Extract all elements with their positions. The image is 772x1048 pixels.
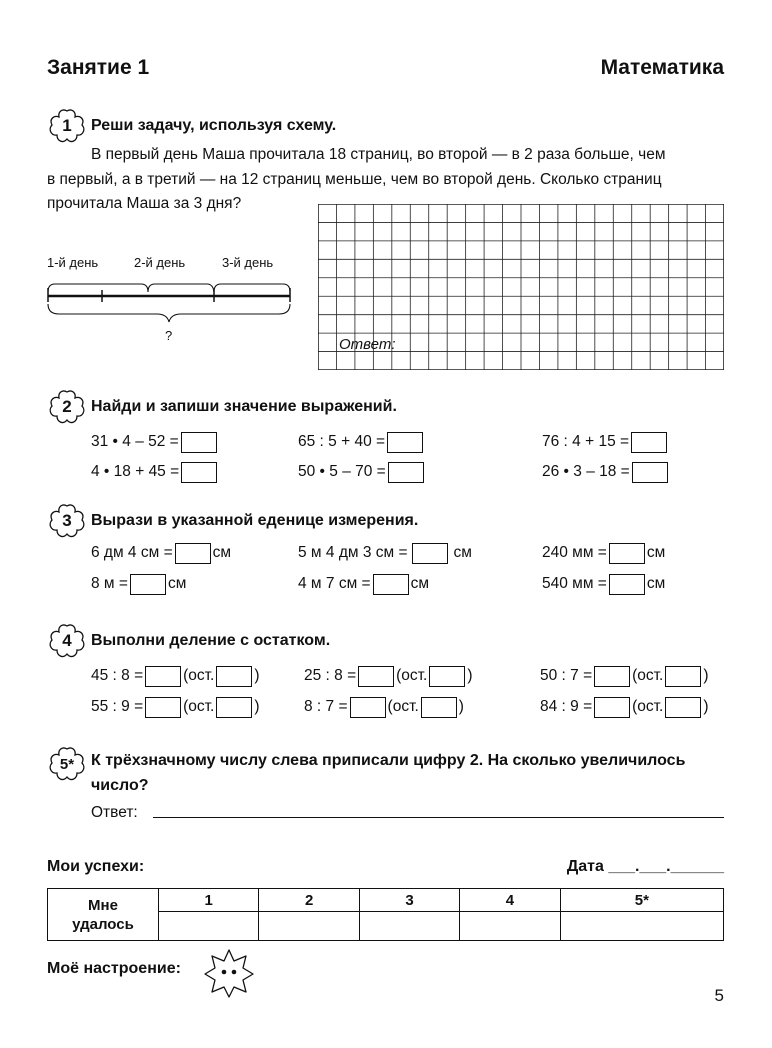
division-item xyxy=(304,663,473,689)
remainder-box[interactable] xyxy=(216,666,252,687)
answer-label: Ответ: xyxy=(339,336,396,353)
division-text: 8 : 7 = xyxy=(304,698,348,715)
answer-box[interactable] xyxy=(632,462,668,483)
remainder-close: ) xyxy=(467,667,473,684)
conversion-item xyxy=(542,571,665,597)
conversion-item xyxy=(91,571,186,597)
answer-box[interactable] xyxy=(130,574,166,595)
quotient-box[interactable] xyxy=(350,697,386,718)
success-cell[interactable] xyxy=(259,912,359,941)
remainder-box[interactable] xyxy=(665,666,701,687)
task-number: 1 xyxy=(62,116,72,135)
conversion-text: 6 дм 4 см = xyxy=(91,544,173,561)
conversion-item xyxy=(298,571,429,597)
task-column-header: 4 xyxy=(460,889,560,912)
answer-box[interactable] xyxy=(609,543,645,564)
success-cell[interactable] xyxy=(560,912,723,941)
answer-box[interactable] xyxy=(373,574,409,595)
quotient-box[interactable] xyxy=(594,666,630,687)
answer-box[interactable] xyxy=(181,432,217,453)
task-number: 3 xyxy=(62,511,72,530)
remainder-box[interactable] xyxy=(421,697,457,718)
answer-label: Ответ: xyxy=(91,804,138,821)
remainder-label: (ост. xyxy=(387,698,419,715)
expression-text: 65 : 5 + 40 = xyxy=(298,433,386,450)
unit-label: см xyxy=(646,544,666,561)
remainder-label: (ост. xyxy=(632,667,664,684)
page-number: 5 xyxy=(714,986,724,1005)
remainder-close: ) xyxy=(254,667,260,684)
expression-item xyxy=(91,429,219,455)
task-title: Вырази в указанной еденице измерения. xyxy=(91,512,419,529)
row-label-line: удалось xyxy=(72,915,134,933)
row-label-line: Мне xyxy=(88,896,118,914)
unit-label: см xyxy=(167,575,187,592)
expression-item xyxy=(542,429,669,455)
task-text-line: в первый, а в третий — на 12 страниц меньше, чем во второй день. Сколько страниц xyxy=(47,171,662,188)
task-column-header: 3 xyxy=(359,889,459,912)
conversion-item xyxy=(542,540,665,566)
quotient-box[interactable] xyxy=(594,697,630,718)
division-item xyxy=(540,663,709,689)
division-text: 55 : 9 = xyxy=(91,698,144,715)
task-text-line: В первый день Маша прочитала 18 страниц, во второй — в 2 раза больше, чем xyxy=(91,146,666,163)
remainder-close: ) xyxy=(703,698,709,715)
division-text: 84 : 9 = xyxy=(540,698,593,715)
unit-label: см xyxy=(453,544,472,561)
expression-text: 4 • 18 + 45 = xyxy=(91,463,180,480)
conversion-item xyxy=(298,540,472,566)
task-number: 4 xyxy=(62,631,72,650)
task-title: число? xyxy=(91,777,149,794)
quotient-box[interactable] xyxy=(145,697,181,718)
division-text: 50 : 7 = xyxy=(540,667,593,684)
expression-text: 26 • 3 – 18 = xyxy=(542,463,630,480)
unit-label: см xyxy=(646,575,666,592)
successes-label: Мои успехи: xyxy=(47,858,145,875)
remainder-close: ) xyxy=(254,698,260,715)
scheme-total-label: ? xyxy=(165,328,173,343)
success-cell[interactable] xyxy=(359,912,459,941)
scheme-diagram xyxy=(45,276,293,326)
division-item xyxy=(91,663,260,689)
division-text: 45 : 8 = xyxy=(91,667,144,684)
remainder-label: (ост. xyxy=(396,667,428,684)
task-number-flower-icon xyxy=(48,746,86,782)
remainder-box[interactable] xyxy=(429,666,465,687)
task-text-line: прочитала Маша за 3 дня? xyxy=(47,195,242,212)
division-item xyxy=(91,694,260,720)
success-row-label xyxy=(48,889,159,941)
task-number-flower-icon xyxy=(48,503,86,539)
answer-line[interactable] xyxy=(153,817,724,818)
subject-title: Математика xyxy=(600,56,724,79)
conversion-text: 4 м 7 см = xyxy=(298,575,371,592)
answer-box[interactable] xyxy=(181,462,217,483)
answer-grid[interactable] xyxy=(318,204,724,370)
task-number-flower-icon xyxy=(48,389,86,425)
division-item xyxy=(304,694,464,720)
remainder-box[interactable] xyxy=(216,697,252,718)
unit-label: см xyxy=(410,575,429,592)
task-title: Реши задачу, используя схему. xyxy=(91,117,337,134)
expression-item xyxy=(91,459,219,485)
expression-item xyxy=(542,459,670,485)
quotient-box[interactable] xyxy=(358,666,394,687)
answer-box[interactable] xyxy=(175,543,211,564)
task-title: Выполни деление с остатком. xyxy=(91,632,331,649)
answer-box[interactable] xyxy=(388,462,424,483)
answer-box[interactable] xyxy=(609,574,645,595)
remainder-label: (ост. xyxy=(183,667,215,684)
scheme-label-day2: 2-й день xyxy=(134,255,186,270)
division-item xyxy=(540,694,709,720)
remainder-box[interactable] xyxy=(665,697,701,718)
remainder-close: ) xyxy=(703,667,709,684)
expression-item xyxy=(298,429,425,455)
remainder-close: ) xyxy=(458,698,464,715)
task-number-flower-icon xyxy=(48,108,86,144)
mood-star-icon[interactable] xyxy=(203,947,255,999)
mood-label: Моё настроение: xyxy=(47,960,181,977)
remainder-label: (ост. xyxy=(632,698,664,715)
success-cell[interactable] xyxy=(460,912,560,941)
success-cell[interactable] xyxy=(159,912,259,941)
task-number-flower-icon xyxy=(48,623,86,659)
task-number: 2 xyxy=(62,397,72,416)
success-table xyxy=(47,888,724,941)
answer-box[interactable] xyxy=(387,432,423,453)
task-number: 5* xyxy=(59,755,75,773)
conversion-text: 240 мм = xyxy=(542,544,607,561)
task-column-header: 2 xyxy=(259,889,359,912)
expression-item xyxy=(298,459,426,485)
expression-text: 76 : 4 + 15 = xyxy=(542,433,630,450)
lesson-title: Занятие 1 xyxy=(47,56,150,79)
conversion-text: 5 м 4 дм 3 см = xyxy=(298,544,408,561)
division-text: 25 : 8 = xyxy=(304,667,357,684)
answer-box[interactable] xyxy=(631,432,667,453)
conversion-text: 540 мм = xyxy=(542,575,607,592)
task-title: Найди и запиши значение выражений. xyxy=(91,398,397,415)
scheme-label-day1: 1-й день xyxy=(47,255,99,270)
unit-label: см xyxy=(212,544,232,561)
conversion-item xyxy=(91,540,231,566)
expression-text: 31 • 4 – 52 = xyxy=(91,433,179,450)
scheme-label-day3: 3-й день xyxy=(222,255,274,270)
task-column-header: 5* xyxy=(560,889,723,912)
remainder-label: (ост. xyxy=(183,698,215,715)
task-column-header: 1 xyxy=(159,889,259,912)
conversion-text: 8 м = xyxy=(91,575,128,592)
quotient-box[interactable] xyxy=(145,666,181,687)
task-title: К трёхзначному числу слева приписали цифру 2. На сколько увеличилось xyxy=(91,752,686,769)
answer-box[interactable] xyxy=(412,543,448,564)
expression-text: 50 • 5 – 70 = xyxy=(298,463,386,480)
date-field[interactable]: Дата ___.___.______ xyxy=(566,858,724,875)
